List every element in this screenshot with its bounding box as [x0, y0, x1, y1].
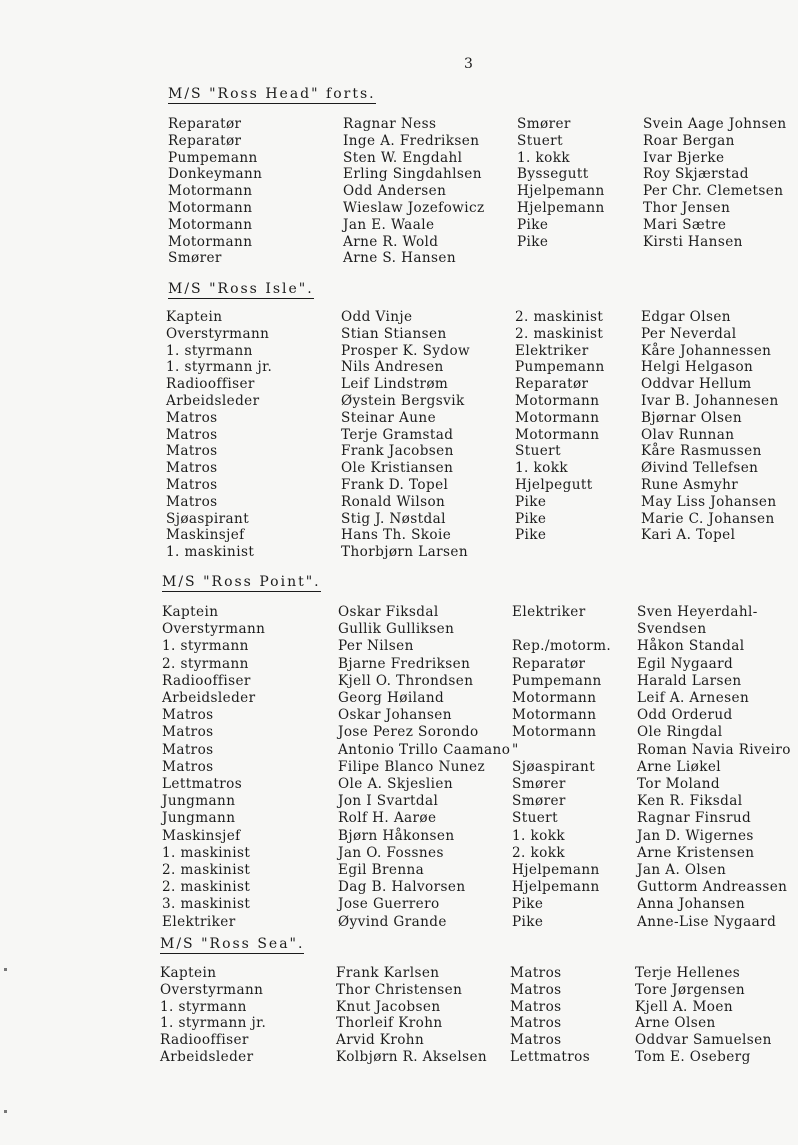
name-cell: Per Chr. Clemetsen	[643, 183, 784, 200]
crew-row	[0, 862, 798, 879]
position-cell: Hjelpemann	[517, 200, 605, 216]
position-cell: Pike	[515, 527, 547, 544]
position-cell: Overstyrmann	[160, 981, 264, 998]
binding-mark	[4, 968, 7, 971]
crew-row	[0, 638, 798, 655]
name-cell: Rolf H. Aarøe	[338, 810, 437, 827]
name-cell: Frank D. Topel	[341, 477, 449, 493]
name-cell: Tor Moland	[637, 776, 721, 792]
crew-row	[0, 673, 798, 690]
name-cell: Steinar Aune	[341, 409, 437, 426]
position-cell: Kaptein	[162, 604, 219, 620]
position-cell: Reparatør	[168, 116, 242, 132]
name-cell: Ivar Bjerke	[643, 149, 725, 166]
crew-row	[0, 427, 798, 444]
position-cell: 1. kokk	[515, 460, 568, 477]
position-cell: 2. styrmann	[162, 655, 249, 672]
crew-row	[0, 1015, 798, 1032]
position-cell: Arbeidsleder	[166, 393, 260, 409]
name-cell: Ronald Wilson	[341, 493, 446, 510]
name-cell: Guttorm Andreassen	[637, 879, 788, 896]
crew-row	[0, 326, 798, 343]
position-cell: 1. styrmann	[160, 998, 247, 1015]
position-cell: Matros	[162, 707, 214, 724]
name-cell: Kari A. Topel	[641, 527, 736, 544]
position-cell: Matros	[162, 758, 214, 775]
position-cell: Smører	[512, 793, 566, 810]
name-cell: Inge A. Fredriksen	[343, 132, 480, 149]
name-cell: Oddvar Hellum	[641, 376, 752, 393]
name-cell: Roar Bergan	[643, 132, 735, 149]
position-cell: 1. styrmann jr.	[160, 1015, 267, 1032]
position-cell: Smører	[517, 116, 571, 132]
position-cell: Matros	[166, 460, 218, 477]
name-cell: Thorbjørn Larsen	[341, 544, 468, 561]
name-cell: Kjell O. Throndsen	[338, 672, 474, 689]
crew-row	[0, 828, 798, 845]
name-cell: Leif Lindstrøm	[341, 376, 449, 393]
name-cell: Anne-Lise Nygaard	[637, 913, 777, 930]
name-cell: Jon I Svartdal	[338, 793, 439, 810]
crew-row	[0, 914, 798, 931]
position-cell: Matros	[510, 965, 562, 981]
crew-row	[0, 845, 798, 862]
crew-row	[0, 116, 798, 133]
name-cell: Kolbjørn R. Akselsen	[336, 1049, 488, 1065]
name-cell: Olav Runnan	[641, 426, 735, 443]
name-cell: Frank Karlsen	[336, 965, 440, 981]
name-cell: Oskar Fiksdal	[338, 604, 439, 620]
position-cell: Pumpemann	[515, 359, 605, 376]
crew-row	[0, 544, 798, 561]
name-cell: Sten W. Engdahl	[343, 149, 463, 166]
position-cell: 1. maskinist	[162, 844, 251, 861]
position-cell: Matros	[510, 1015, 562, 1032]
position-cell: 1. kokk	[517, 149, 570, 166]
position-cell: Matros	[166, 493, 218, 510]
name-cell: Per Nilsen	[338, 638, 414, 655]
position-cell: Sjøaspirant	[512, 758, 596, 775]
position-cell: 2. maskinist	[515, 309, 604, 325]
name-cell: Terje Hellenes	[635, 965, 741, 981]
crew-row	[0, 234, 798, 251]
position-cell: Reparatør	[168, 132, 242, 149]
position-cell: 2. maskinist	[515, 325, 604, 342]
section-title: M/S "Ross Isle".	[168, 281, 314, 297]
crew-row	[0, 133, 798, 150]
position-cell: Lettmatros	[510, 1049, 591, 1065]
name-cell: Thor Jensen	[643, 200, 731, 216]
name-cell: Øystein Bergsvik	[341, 393, 465, 409]
crew-row	[0, 621, 798, 638]
name-cell: Per Neverdal	[641, 325, 737, 342]
position-cell: Hjelpemann	[512, 879, 600, 896]
position-cell: Elektriker	[162, 913, 236, 930]
crew-row	[0, 527, 798, 544]
name-cell: Knut Jacobsen	[336, 998, 441, 1015]
name-cell: Odd Andersen	[343, 183, 447, 200]
crew-row	[0, 393, 798, 410]
crew-row	[0, 879, 798, 896]
position-cell: Pumpemann	[168, 149, 258, 166]
name-cell: Arne S. Hansen	[343, 250, 456, 267]
crew-row	[0, 810, 798, 827]
name-cell: Ole Ringdal	[637, 724, 723, 741]
position-cell: Overstyrmann	[162, 621, 266, 638]
crew-row	[0, 477, 798, 494]
name-cell: Arvid Krohn	[336, 1032, 425, 1049]
name-cell: Arne R. Wold	[343, 233, 439, 250]
crew-row	[0, 982, 798, 999]
position-cell: Pike	[517, 233, 549, 250]
position-cell: 1. styrmann jr.	[166, 359, 273, 376]
name-cell: Thorleif Krohn	[336, 1015, 443, 1032]
name-cell: Jose Perez Sorondo	[338, 724, 479, 741]
crew-row	[0, 309, 798, 326]
position-cell: Overstyrmann	[166, 325, 270, 342]
name-cell: Terje Gramstad	[341, 426, 454, 443]
name-cell: Sven Heyerdahl-	[637, 604, 758, 620]
position-cell: 1. styrmann	[166, 342, 253, 359]
position-cell: Motormann	[512, 690, 597, 706]
position-cell: Elektriker	[512, 604, 586, 620]
crew-row	[0, 776, 798, 793]
name-cell: Marie C. Johansen	[641, 510, 775, 527]
name-cell: Kirsti Hansen	[643, 233, 743, 250]
position-cell: 1. styrmann	[162, 638, 249, 655]
position-cell: Matros	[510, 1032, 562, 1049]
name-cell: Ragnar Finsrud	[637, 810, 752, 827]
crew-row	[0, 460, 798, 477]
position-cell: Hjelpemann	[512, 862, 600, 878]
position-cell: Hjelpemann	[517, 183, 605, 200]
crew-row	[0, 759, 798, 776]
name-cell: Harald Larsen	[637, 672, 742, 689]
name-cell: Odd Vinje	[341, 309, 413, 325]
position-cell: Elektriker	[515, 342, 589, 359]
section-title: M/S "Ross Sea".	[160, 936, 305, 952]
position-cell: Hjelpegutt	[515, 477, 593, 493]
name-cell: Erling Singdahlsen	[343, 166, 482, 183]
position-cell: Matros	[162, 741, 214, 758]
crew-row	[0, 707, 798, 724]
section-title: M/S "Ross Head" forts.	[168, 86, 376, 102]
crew-row	[0, 150, 798, 167]
position-cell: Matros	[162, 724, 214, 741]
position-cell: Stuert	[512, 810, 558, 827]
position-cell: Pumpemann	[512, 672, 602, 689]
position-cell: Pike	[512, 913, 544, 930]
position-cell: Matros	[510, 998, 562, 1015]
name-cell: Arne Kristensen	[637, 844, 755, 861]
position-cell: Radiooffiser	[166, 376, 255, 393]
crew-row	[0, 793, 798, 810]
crew-row	[0, 166, 798, 183]
position-cell: Pike	[515, 510, 547, 527]
position-cell: Matros	[166, 409, 218, 426]
position-cell: Arbeidsleder	[160, 1049, 254, 1065]
crew-row	[0, 604, 798, 621]
name-cell: Roy Skjærstad	[643, 166, 749, 183]
position-cell: Motormann	[168, 216, 253, 233]
name-cell: Øyvind Grande	[338, 913, 447, 930]
name-cell: Jan D. Wigernes	[637, 827, 754, 844]
name-cell: Kjell A. Moen	[635, 998, 733, 1015]
name-cell: Jan E. Waale	[343, 216, 435, 233]
section-title: M/S "Ross Point".	[162, 574, 321, 590]
name-cell: Arne Olsen	[635, 1015, 716, 1032]
position-cell: Radiooffiser	[162, 672, 251, 689]
name-cell: Frank Jacobsen	[341, 443, 454, 460]
name-cell: Georg Høiland	[338, 690, 445, 706]
position-cell: Matros	[510, 981, 562, 998]
position-cell: Motormann	[512, 707, 597, 724]
position-cell: Sjøaspirant	[166, 510, 250, 527]
crew-row	[0, 183, 798, 200]
crew-row	[0, 896, 798, 913]
position-cell: Lettmatros	[162, 776, 243, 792]
position-cell: Motormann	[168, 200, 253, 216]
name-cell: Anna Johansen	[637, 896, 745, 913]
crew-row	[0, 343, 798, 360]
position-cell: Kaptein	[166, 309, 223, 325]
position-cell: Arbeidsleder	[162, 690, 256, 706]
page-number: 3	[464, 56, 473, 72]
position-cell: "	[512, 741, 519, 758]
name-cell: Jan O. Fossnes	[338, 844, 444, 861]
position-cell: Pike	[515, 493, 547, 510]
name-cell: Jan A. Olsen	[637, 862, 727, 878]
name-cell: Arne Liøkel	[637, 758, 722, 775]
name-cell: Ole Kristiansen	[341, 460, 454, 477]
position-cell: Jungmann	[162, 793, 236, 810]
position-cell: Pike	[512, 896, 544, 913]
name-cell: Svendsen	[637, 621, 707, 638]
position-cell: Reparatør	[512, 655, 586, 672]
name-cell: Ragnar Ness	[343, 116, 437, 132]
binding-mark	[4, 1110, 7, 1113]
position-cell: Motormann	[168, 233, 253, 250]
name-cell: Egil Nygaard	[637, 655, 734, 672]
position-cell: 1. maskinist	[166, 544, 255, 561]
name-cell: Leif A. Arnesen	[637, 690, 750, 706]
name-cell: Helgi Helgason	[641, 359, 754, 376]
position-cell: 3. maskinist	[162, 896, 251, 913]
position-cell: Matros	[166, 426, 218, 443]
crew-row	[0, 1049, 798, 1066]
name-cell: Hans Th. Skoie	[341, 527, 452, 544]
name-cell: Dag B. Halvorsen	[338, 879, 466, 896]
position-cell: 2. maskinist	[162, 879, 251, 896]
position-cell: Maskinsjef	[162, 827, 241, 844]
position-cell: Smører	[512, 776, 566, 792]
name-cell: Odd Orderud	[637, 707, 733, 724]
position-cell: Motormann	[515, 426, 600, 443]
position-cell: Stuert	[515, 443, 561, 460]
position-cell: Stuert	[517, 132, 563, 149]
name-cell: Ole A. Skjeslien	[338, 776, 453, 792]
crew-row	[0, 494, 798, 511]
name-cell: Kåre Johannessen	[641, 342, 772, 359]
name-cell: Prosper K. Sydow	[341, 342, 471, 359]
name-cell: Kåre Rasmussen	[641, 443, 762, 460]
name-cell: Wieslaw Jozefowicz	[343, 200, 485, 216]
crew-row	[0, 443, 798, 460]
name-cell: Rune Asmyhr	[641, 477, 739, 493]
name-cell: Bjørnar Olsen	[641, 409, 743, 426]
crew-row	[0, 217, 798, 234]
name-cell: Bjørn Håkonsen	[338, 827, 455, 844]
name-cell: Egil Brenna	[338, 862, 425, 878]
name-cell: Roman Navia Riveiro	[637, 741, 791, 758]
crew-row	[0, 999, 798, 1016]
crew-row	[0, 359, 798, 376]
position-cell: Rep./motorm.	[512, 638, 612, 655]
crew-row	[0, 656, 798, 673]
position-cell: Motormann	[515, 393, 600, 409]
position-cell: Donkeymann	[168, 166, 263, 183]
position-cell: Matros	[166, 443, 218, 460]
crew-row	[0, 376, 798, 393]
name-cell: Oskar Johansen	[338, 707, 452, 724]
position-cell: Reparatør	[515, 376, 589, 393]
name-cell: Ken R. Fiksdal	[637, 793, 743, 810]
position-cell: Motormann	[168, 183, 253, 200]
crew-row	[0, 250, 798, 267]
name-cell: Edgar Olsen	[641, 309, 731, 325]
name-cell: Antonio Trillo Caamano	[338, 741, 511, 758]
position-cell: Kaptein	[160, 965, 217, 981]
name-cell: Tore Jørgensen	[635, 981, 746, 998]
position-cell: Matros	[166, 477, 218, 493]
position-cell: Jungmann	[162, 810, 236, 827]
name-cell: Stig J. Nøstdal	[341, 510, 446, 527]
name-cell: Tom E. Oseberg	[635, 1049, 751, 1065]
position-cell: 2. kokk	[512, 844, 565, 861]
name-cell: Oddvar Samuelsen	[635, 1032, 772, 1049]
name-cell: Håkon Standal	[637, 638, 745, 655]
name-cell: Svein Aage Johnsen	[643, 116, 787, 132]
name-cell: Stian Stiansen	[341, 325, 447, 342]
name-cell: Ivar B. Johannesen	[641, 393, 779, 409]
crew-row	[0, 724, 798, 741]
crew-row	[0, 410, 798, 427]
name-cell: Nils Andresen	[341, 359, 444, 376]
name-cell: Øivind Tellefsen	[641, 460, 759, 477]
position-cell: 2. maskinist	[162, 862, 251, 878]
name-cell: Mari Sætre	[643, 216, 727, 233]
crew-row	[0, 690, 798, 707]
position-cell: Pike	[517, 216, 549, 233]
name-cell: Filipe Blanco Nunez	[338, 758, 486, 775]
position-cell: Radiooffiser	[160, 1032, 249, 1049]
crew-row	[0, 965, 798, 982]
position-cell: 1. kokk	[512, 827, 565, 844]
position-cell: Motormann	[515, 409, 600, 426]
crew-row	[0, 200, 798, 217]
position-cell: Motormann	[512, 724, 597, 741]
name-cell: Thor Christensen	[336, 981, 463, 998]
crew-row	[0, 1032, 798, 1049]
name-cell: Jose Guerrero	[338, 896, 440, 913]
position-cell: Smører	[168, 250, 222, 267]
name-cell: May Liss Johansen	[641, 493, 777, 510]
name-cell: Bjarne Fredriksen	[338, 655, 471, 672]
position-cell: Byssegutt	[517, 166, 589, 183]
position-cell: Maskinsjef	[166, 527, 245, 544]
crew-row	[0, 511, 798, 528]
name-cell: Gullik Gulliksen	[338, 621, 455, 638]
crew-row	[0, 742, 798, 759]
